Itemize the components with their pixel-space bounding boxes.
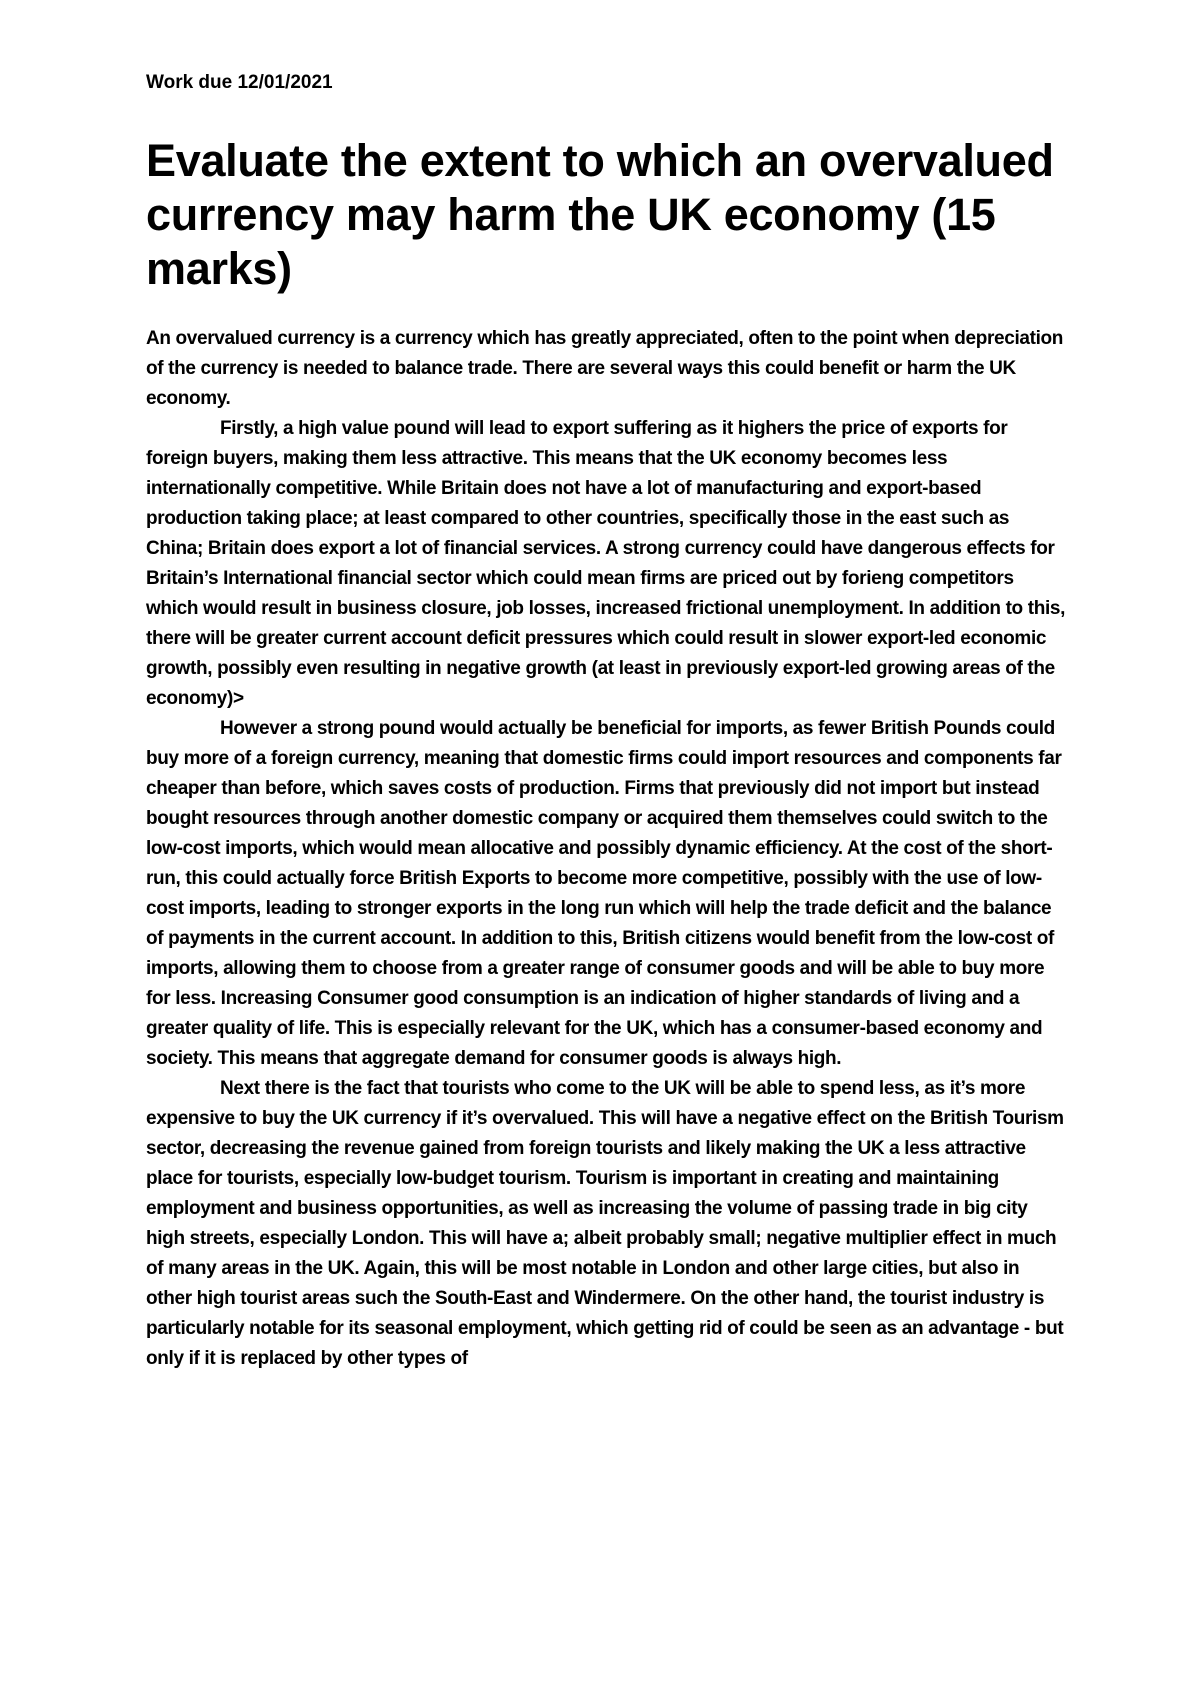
paragraph-intro: An overvalued currency is a currency which has greatly appreciated, often to the point when depreciation of the currency is needed to balance trade. There are several ways this could benefit or harm the UK economy. [146, 328, 1064, 409]
document-page [146, 70, 1066, 1374]
paragraph-exports: Firstly, a high value pound will lead to export suffering as it highers the price of exports for foreign buyers, making them less attractive. This means that the UK economy becomes less internationally competitive. While Britain does not have a lot of manufacturing and export-based production taking place; at least compared to other countries, specifically those in the east such as China; Britain does export a lot of financial services. A strong currency could have dangerous effects for Britain’s International financial sector which could mean firms are priced out by forieng competitors which would result in business closure, job losses, increased frictional unemployment. In addition to this, there will be greater current account deficit pressures which could result in slower export-led economic growth, possibly even resulting in negative growth (at least in previously export-led growing areas of the economy)> [146, 418, 1066, 709]
paragraph-imports: However a strong pound would actually be beneficial for imports, as fewer British Pounds could buy more of a foreign currency, meaning that domestic firms could import resources and components far cheaper than before, which saves costs of production. Firms that previously did not import but instead bought resources through another domestic company or acquired them themselves could switch to the low-cost imports, which would mean allocative and possibly dynamic efficiency. At the cost of the short-run, this could actually force British Exports to become more competitive, possibly with the use of low-cost imports, leading to stronger exports in the long run which will help the trade deficit and the balance of payments in the current account. In addition to this, British citizens would benefit from the low-cost of imports, allowing them to choose from a greater range of consumer goods and will be able to buy more for less. Increasing Consumer good consumption is an indication of higher standards of living and a greater quality of life. This is especially relevant for the UK, which has a consumer-based economy and society. This means that aggregate demand for consumer goods is always high. [146, 718, 1062, 1069]
paragraph-tourism: Next there is the fact that tourists who come to the UK will be able to spend less, as it’s more expensive to buy the UK currency if it’s overvalued. This will have a negative effect on the British Tourism sector, decreasing the revenue gained from foreign tourists and likely making the UK a less attractive place for tourists, especially low-budget tourism. Tourism is important in creating and maintaining employment and business opportunities, as well as increasing the volume of passing trade in big city high streets, especially London. This will have a; albeit probably small; negative multiplier effect in much of many areas in the UK. Again, this will be most notable in London and other large cities, but also in other high tourist areas such the South-East and Windermere. On the other hand, the tourist industry is particularly notable for its seasonal employment, which getting rid of could be seen as an advantage - but only if it is replaced by other types of [146, 1078, 1064, 1369]
essay-title: Evaluate the extent to which an overvalued currency may harm the UK economy (15 marks) [146, 135, 1054, 294]
due-date-line: Work due 12/01/2021 [146, 72, 333, 93]
